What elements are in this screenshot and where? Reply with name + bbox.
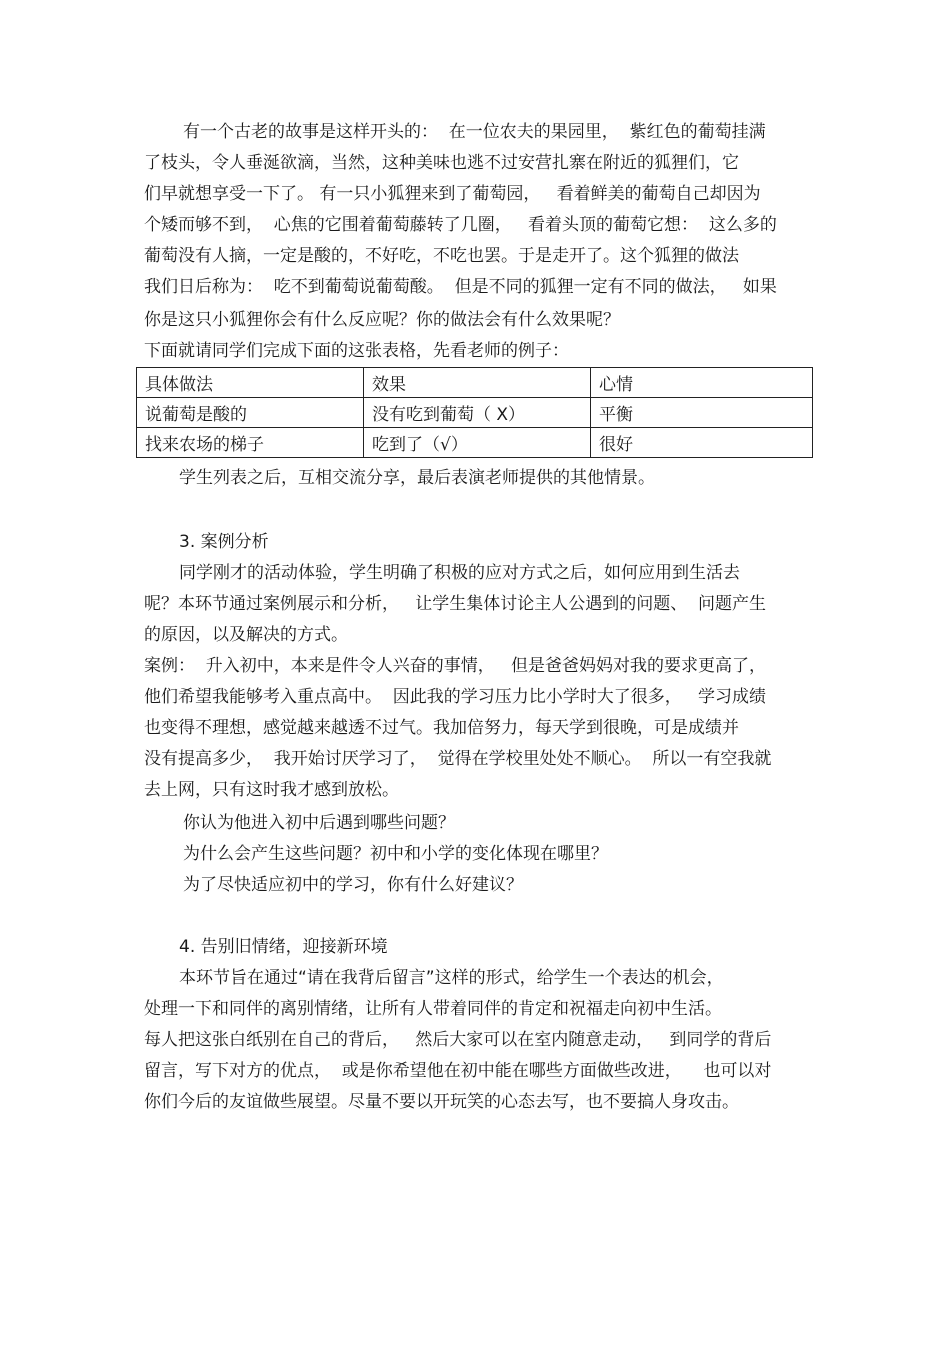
question-1: 你认为他进入初中后遇到哪些问题？	[183, 813, 455, 833]
section4-line-1: 本环节旨在通过“请在我背后留言”这样的形式，给学生一个表达的机会，	[179, 968, 724, 988]
example-table	[136, 367, 813, 458]
intro-line-5: 葡萄没有人摘，一定是酸的，不好吃，不吃也罢。于是走开了。这个狐狸的做法	[144, 246, 739, 266]
section3-line-1: 同学刚才的活动体验，学生明确了积极的应对方式之后，如何应用到生活去	[179, 563, 740, 583]
intro-line-8: 下面就请同学们完成下面的这张表格，先看老师的例子：	[144, 341, 569, 361]
section3-line-2: 呢？本环节通过案例展示和分析， 让学生集体讨论主人公遇到的问题、 问题产生	[144, 594, 767, 614]
intro-line-3: 们早就想享受一下了。 有一只小狐狸来到了葡萄园， 看着鲜美的葡萄自己却因为	[144, 184, 761, 204]
case-line-2: 他们希望我能够考入重点高中。 因此我的学习压力比小学时大了很多， 学习成绩	[144, 687, 767, 707]
table-cell: 没有吃到葡萄（ X）	[364, 398, 591, 428]
intro-line-6: 我们日后称为： 吃不到葡萄说葡萄酸。 但是不同的狐狸一定有不同的做法， 如果	[144, 277, 777, 297]
section3-line-3: 的原因，以及解决的方式。	[144, 625, 348, 645]
table-header-cell: 心情	[591, 368, 813, 398]
table-header-cell: 效果	[364, 368, 591, 398]
table-cell: 吃到了（√）	[364, 428, 591, 458]
intro-line-2: 了枝头，令人垂涎欲滴，当然，这种美味也逃不过安营扎寨在附近的狐狸们，它	[144, 153, 739, 173]
case-line-4: 没有提高多少， 我开始讨厌学习了， 觉得在学校里处处不顺心。 所以一有空我就	[144, 749, 772, 769]
section4-line-3: 每人把这张白纸别在自己的背后， 然后大家可以在室内随意走动， 到同学的背后	[144, 1030, 772, 1050]
table-header-row	[137, 368, 813, 398]
intro-line-4: 个矮而够不到， 心焦的它围着葡萄藤转了几圈， 看着头顶的葡萄它想： 这么多的	[144, 215, 777, 235]
table-cell: 说葡萄是酸的	[137, 398, 364, 428]
section4-line-2: 处理一下和同伴的离别情绪，让所有人带着同伴的肯定和祝福走向初中生活。	[144, 999, 722, 1019]
table-header-cell: 具体做法	[137, 368, 364, 398]
section4-line-5: 你们今后的友谊做些展望。尽量不要以开玩笑的心态去写，也不要搞人身攻击。	[144, 1092, 739, 1112]
question-2: 为什么会产生这些问题？初中和小学的变化体现在哪里？	[183, 844, 608, 864]
table-cell: 很好	[591, 428, 813, 458]
section4-line-4: 留言，写下对方的优点， 或是你希望他在初中能在哪些方面做些改进， 也可以对	[144, 1061, 772, 1081]
table-row	[137, 398, 813, 428]
case-line-3: 也变得不理想，感觉越来越透不过气。我加倍努力，每天学到很晚，可是成绩并	[144, 718, 739, 738]
intro-line-7: 你是这只小狐狸你会有什么反应呢？你的做法会有什么效果呢？	[144, 310, 620, 330]
table-cell: 平衡	[591, 398, 813, 428]
section3-heading: 3. 案例分析	[179, 532, 269, 552]
intro-line-1: 有一个古老的故事是这样开头的： 在一位农夫的果园里， 紫红色的葡萄挂满	[183, 122, 766, 142]
question-3: 为了尽快适应初中的学习，你有什么好建议？	[183, 875, 523, 895]
section4-heading: 4. 告别旧情绪，迎接新环境	[179, 937, 388, 957]
after-table-text: 学生列表之后，互相交流分享，最后表演老师提供的其他情景。	[179, 468, 655, 488]
case-line-5: 去上网，只有这时我才感到放松。	[144, 780, 399, 800]
table-row	[137, 428, 813, 458]
case-line-1: 案例： 升入初中，本来是件令人兴奋的事情， 但是爸爸妈妈对我的要求更高了，	[144, 656, 767, 676]
table-cell: 找来农场的梯子	[137, 428, 364, 458]
